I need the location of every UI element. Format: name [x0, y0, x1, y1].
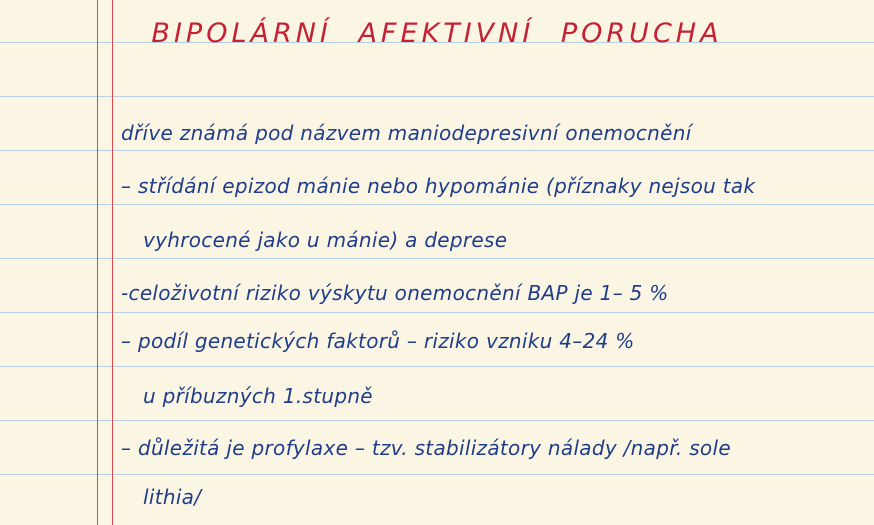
margin-line-left [97, 0, 98, 525]
note-line-3: vyhrocené jako u mánie) a deprese [143, 228, 508, 252]
margin-line-right [112, 0, 113, 525]
note-line-4: -celoživotní riziko výskytu onemocnění BAP je 1– 5 % [121, 281, 669, 305]
note-line-1: dříve známá pod názvem maniodepresivní onemocnění [121, 121, 692, 145]
note-line-6: u příbuzných 1.stupně [143, 384, 373, 408]
note-line-2: – střídání epizod mánie nebo hypománie (příznaky nejsou tak [121, 174, 756, 198]
note-line-7: – důležitá je profylaxe – tzv. stabilizátory nálady /např. sole [121, 436, 731, 460]
note-line-5: – podíl genetických faktorů – riziko vzniku 4–24 % [121, 329, 635, 353]
page-title: BIPOLÁRNÍ AFEKTIVNÍ PORUCHA [151, 18, 723, 49]
note-line-8: lithia/ [143, 485, 202, 509]
